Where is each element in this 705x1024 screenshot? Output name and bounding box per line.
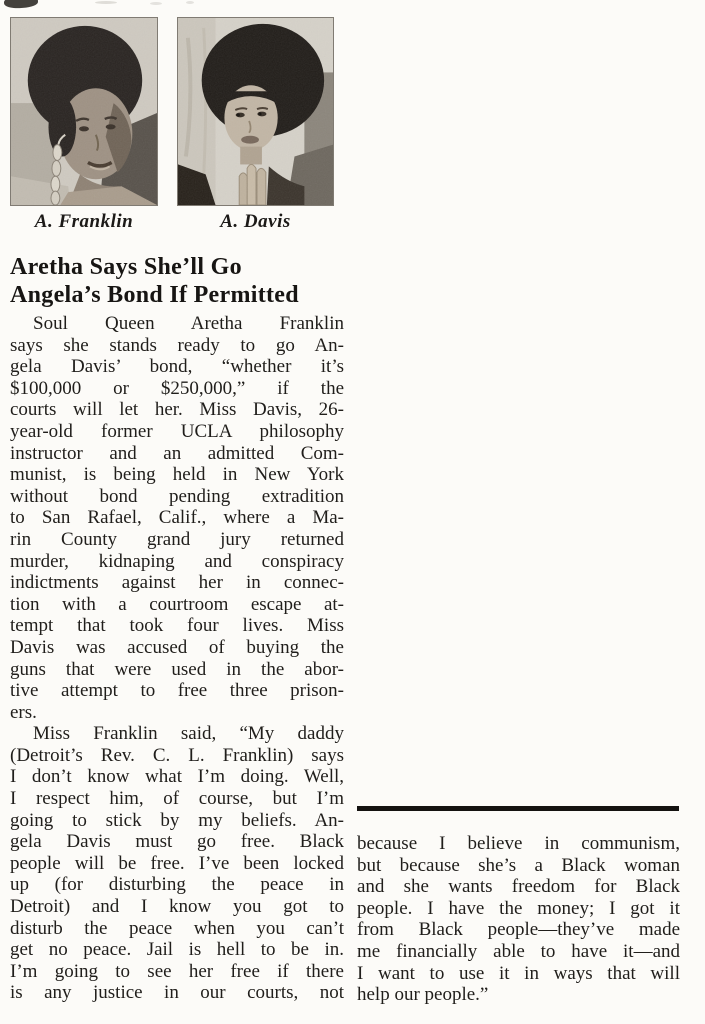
scan-speck [95, 1, 117, 4]
text-line: from Black people—they’ve made [357, 919, 680, 941]
text-line: murder, kidnaping and conspiracy [10, 550, 344, 572]
text-line: me financially able to have it—and [357, 940, 680, 962]
text-line: $100,000 or $250,000,” if the [10, 377, 344, 399]
text-line: and she wants freedom for Black [357, 876, 680, 898]
text-line: disturb the peace when you can’t [10, 917, 344, 939]
text-line: rin County grand jury returned [10, 528, 344, 550]
headline-line-1: Aretha Says She’ll Go [10, 254, 242, 280]
photo-aretha-franklin [10, 17, 158, 206]
text-line: courts will let her. Miss Davis, 26- [10, 399, 344, 421]
text-line: ers. [10, 701, 37, 723]
text-line: going to stick by my beliefs. An- [10, 809, 344, 831]
aretha-franklin-portrait-illustration [11, 18, 157, 205]
text-line: I don’t know what I’m doing. Well, [10, 766, 344, 788]
column-divider-rule [357, 806, 679, 811]
text-line: guns that were used in the abor- [10, 658, 344, 680]
text-line: to San Rafael, Calif., where a Ma- [10, 507, 344, 529]
text-line: tion with a courtroom escape at- [10, 593, 344, 615]
scan-speck [150, 2, 162, 5]
text-line: without bond pending extradition [10, 485, 344, 507]
text-line: Davis was accused of buying the [10, 636, 344, 658]
text-line: is any justice in our courts, not [10, 982, 344, 1004]
text-line: (Detroit’s Rev. C. L. Franklin) says [10, 744, 344, 766]
text-line: tive attempt to free three prison- [10, 680, 344, 702]
text-line: help our people.” [357, 984, 489, 1006]
text-line: says she stands ready to go An- [10, 334, 344, 356]
text-line: Miss Franklin said, “My daddy [33, 723, 344, 745]
photo-angela-davis [177, 17, 334, 206]
article-column-left [10, 313, 344, 1004]
text-line: gela Davis must go free. Black [10, 831, 344, 853]
text-line: instructor and an admitted Com- [10, 442, 344, 464]
article-headline [10, 253, 350, 309]
text-line: but because she’s a Black woman [357, 854, 680, 876]
text-line: because I believe in communism, [357, 833, 680, 854]
scan-smudge [4, 0, 39, 9]
text-line: I want to use it in ways that will [357, 962, 680, 984]
text-line: tempt that took four lives. Miss [10, 615, 344, 637]
text-line: Soul Queen Aretha Franklin [33, 313, 344, 334]
text-line: year-old former UCLA philosophy [10, 420, 344, 442]
text-line: gela Davis’ bond, “whether it’s [10, 356, 344, 378]
text-line: Detroit) and I know you got to [10, 896, 344, 918]
text-line: people. I have the money; I got it [357, 897, 680, 919]
angela-davis-portrait-illustration [178, 18, 333, 205]
text-line: I respect him, of course, but I’m [10, 788, 344, 810]
text-line: indictments against her in connec- [10, 572, 344, 594]
scan-speck [186, 1, 194, 4]
text-line: I’m going to see her free if there [10, 960, 344, 982]
text-line: people will be free. I’ve been locked [10, 852, 344, 874]
text-line: get no peace. Jail is hell to be in. [10, 939, 344, 961]
text-line: munist, is being held in New York [10, 464, 344, 486]
article-column-right [357, 833, 680, 1006]
headline-line-2: Angela’s Bond If Permitted [10, 282, 299, 308]
text-line: up (for disturbing the peace in [10, 874, 344, 896]
photo-caption-davis: A. Davis [220, 211, 291, 232]
photo-caption-franklin: A. Franklin [34, 211, 134, 232]
